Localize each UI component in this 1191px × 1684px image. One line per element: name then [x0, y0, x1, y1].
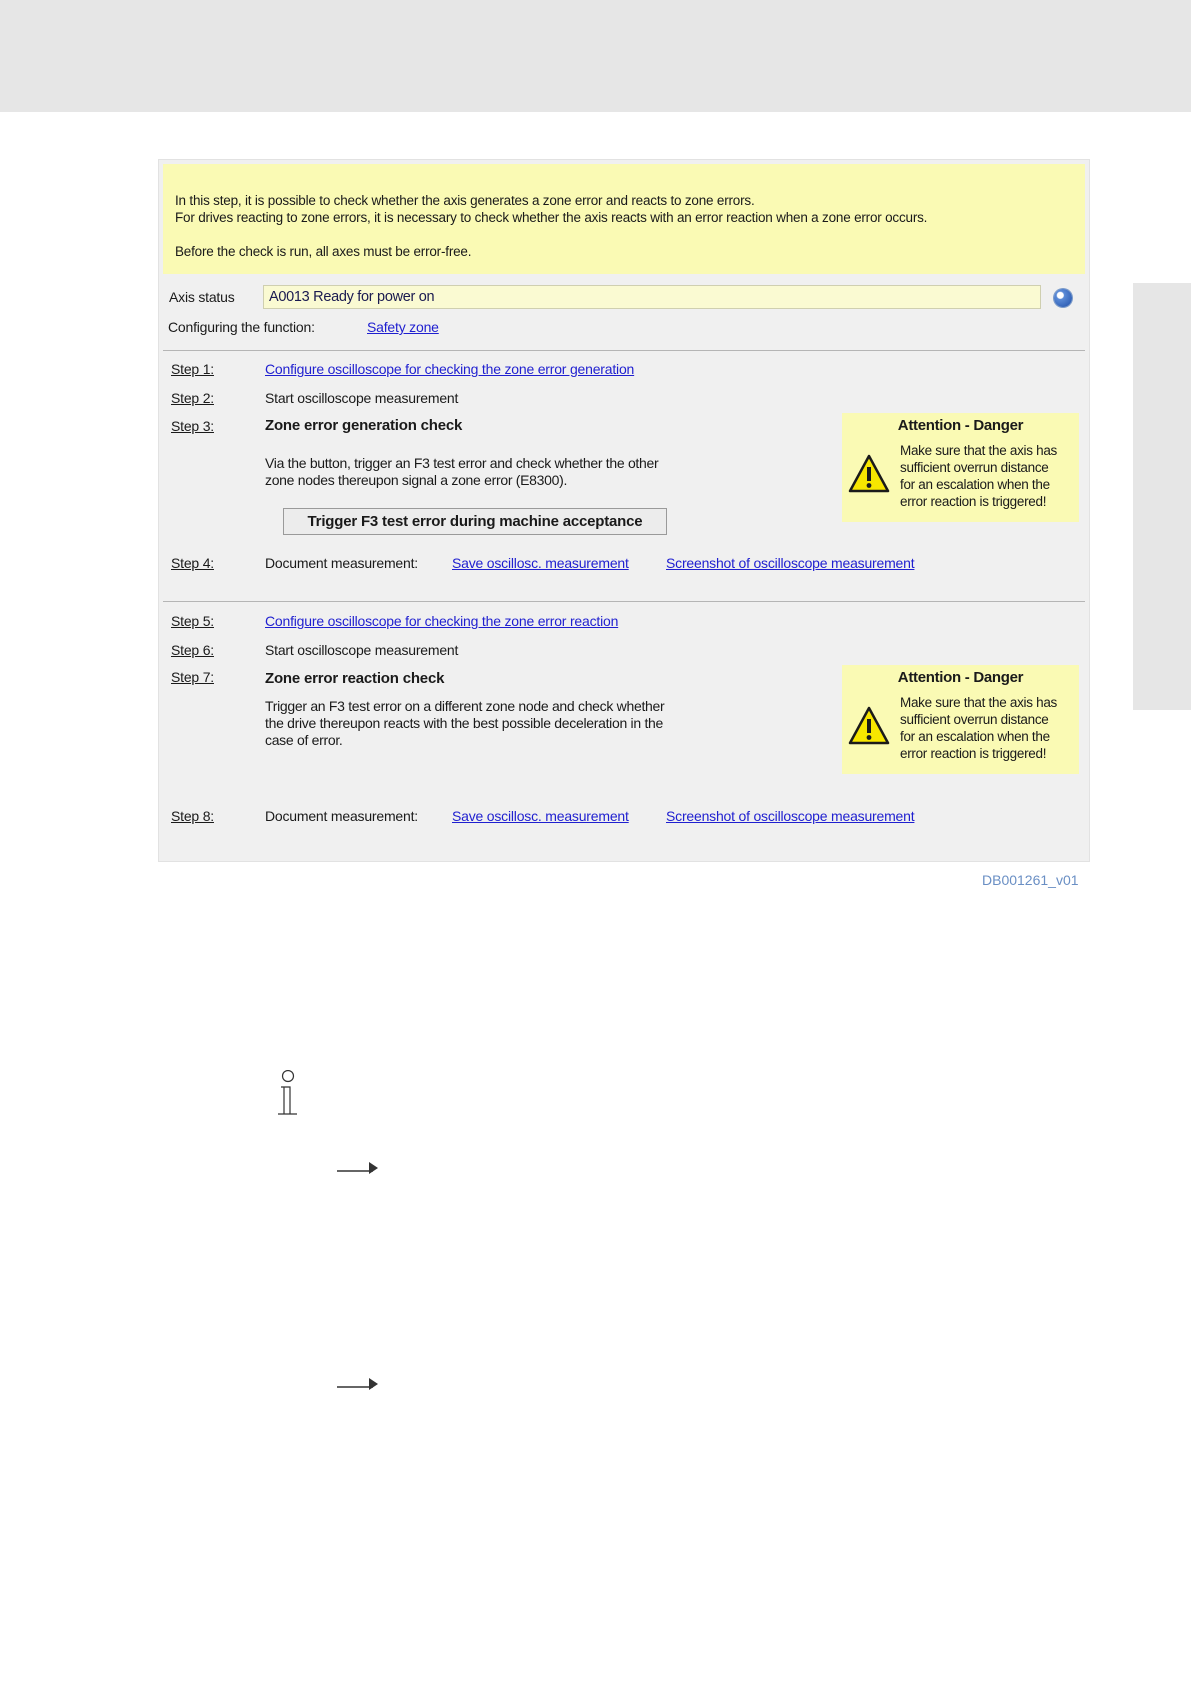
page-header-band [0, 0, 1191, 112]
warning-text [900, 442, 1078, 510]
warning-line-1: Make sure that the axis has [900, 695, 1057, 710]
info-icon [273, 1070, 303, 1120]
warning-line-1: Make sure that the axis has [900, 443, 1057, 458]
step-7-desc-line-2: the drive thereupon reacts with the best possible deceleration in the [265, 715, 664, 731]
safety-zone-link[interactable]: Safety zone [367, 319, 439, 335]
intro-line-3: Before the check is run, all axes must be error-free. [175, 244, 472, 259]
separator [163, 601, 1085, 602]
step-4-label: Step 4: [171, 555, 214, 571]
danger-warning-box-2 [842, 665, 1079, 774]
step-3-description [265, 455, 658, 489]
config-function-label: Configuring the function: [168, 319, 315, 335]
step-6-label: Step 6: [171, 642, 214, 658]
screenshot-measurement-link[interactable]: Screenshot of oscilloscope measurement [666, 555, 915, 571]
trigger-f3-test-error-button[interactable]: Trigger F3 test error during machine acceptance [283, 508, 667, 535]
save-measurement-link[interactable]: Save oscillosc. measurement [452, 555, 629, 571]
step-8-text: Document measurement: [265, 808, 418, 824]
step-4-text: Document measurement: [265, 555, 418, 571]
warning-line-4: error reaction is triggered! [900, 494, 1047, 509]
step-7-desc-line-1: Trigger an F3 test error on a different zone node and check whether [265, 698, 665, 714]
warning-triangle-icon [848, 454, 890, 494]
step-6-text: Start oscilloscope measurement [265, 642, 459, 658]
step-8-label: Step 8: [171, 808, 214, 824]
warning-triangle-icon [848, 706, 890, 746]
step-1-label: Step 1: [171, 361, 214, 377]
acceptance-test-dialog [158, 159, 1090, 862]
arrow-right-icon [337, 1374, 379, 1390]
configure-oscilloscope-reaction-link[interactable]: Configure oscilloscope for checking the zone error reaction [265, 613, 619, 629]
screenshot-measurement-link[interactable]: Screenshot of oscilloscope measurement [666, 808, 915, 824]
warning-title: Attention - Danger [897, 417, 1024, 434]
axis-status-field: A0013 Ready for power on [263, 285, 1041, 309]
separator [163, 350, 1085, 351]
intro-box [163, 164, 1085, 274]
danger-warning-box-1 [842, 413, 1079, 522]
step-5-label: Step 5: [171, 613, 214, 629]
step-3-label: Step 3: [171, 418, 214, 434]
step-3-desc-line-1: Via the button, trigger an F3 test error and check whether the other [265, 455, 659, 471]
axis-status-label: Axis status [169, 289, 235, 305]
chapter-side-tab [1133, 283, 1191, 710]
step-3-desc-line-2: zone nodes thereupon signal a zone error (E8300). [265, 472, 568, 488]
warning-line-2: sufficient overrun distance [900, 460, 1049, 475]
save-measurement-link[interactable]: Save oscillosc. measurement [452, 808, 629, 824]
step-7-label: Step 7: [171, 669, 214, 685]
configure-oscilloscope-generation-link[interactable]: Configure oscilloscope for checking the zone error generation [265, 361, 635, 377]
globe-icon[interactable] [1054, 289, 1072, 307]
step-2-label: Step 2: [171, 390, 214, 406]
intro-line-1: In this step, it is possible to check whether the axis generates a zone error and reacts to zone errors. [175, 193, 755, 208]
warning-line-4: error reaction is triggered! [900, 746, 1047, 761]
step-2-text: Start oscilloscope measurement [265, 390, 459, 406]
step-7-description [265, 698, 664, 749]
warning-line-3: for an escalation when the [900, 729, 1050, 744]
arrow-right-icon [337, 1158, 379, 1174]
document-id: DB001261_v01 [982, 872, 1079, 888]
warning-text [900, 694, 1078, 762]
step-7-desc-line-3: case of error. [265, 732, 343, 748]
intro-line-2: For drives reacting to zone errors, it is necessary to check whether the axis reacts with an error reaction when a zone error occurs. [175, 210, 928, 225]
warning-line-3: for an escalation when the [900, 477, 1050, 492]
zone-error-reaction-heading: Zone error reaction check [265, 670, 445, 687]
zone-error-generation-heading: Zone error generation check [265, 417, 463, 434]
warning-line-2: sufficient overrun distance [900, 712, 1049, 727]
warning-title: Attention - Danger [897, 669, 1024, 686]
